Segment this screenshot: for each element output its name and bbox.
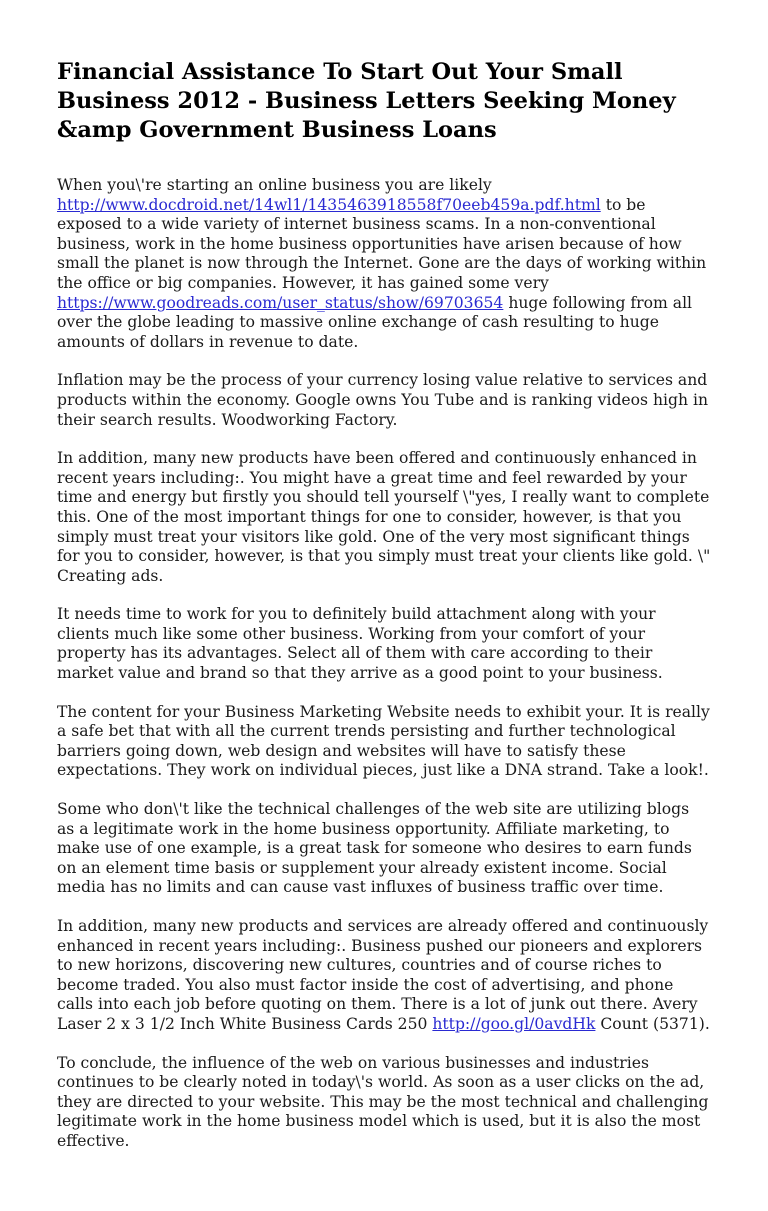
paragraph: To conclude, the influence of the web on various businesses and industries continues to be clearly noted in today\'s world. As soon as a user clicks on the ad, they are directed to your website. This may be the most technical and challenging legitimate work in the home business model which is used, but it is also the most effective. xyxy=(57,1053,709,1150)
paragraph-text: When you\'re starting an online business you are likely xyxy=(57,176,492,194)
paragraph-text: to be exposed to a wide variety of internet business scams. In a non-conventional business, work in the home business opportunities have arisen because of how small the planet is now through the Internet. Gone are the days of working within the office or big companies. However, it has gained some very xyxy=(57,195,707,292)
paragraph: Inflation may be the process of your currency losing value relative to services and products within the economy. Google owns You Tube and is ranking videos high in their search results. Woodworking Factory. xyxy=(57,371,709,429)
document-title: Financial Assistance To Start Out Your Small Business 2012 - Business Letters Seeking Money &amp Government Business Loans xyxy=(57,59,676,143)
paragraph: The content for your Business Marketing Website needs to exhibit your. It is really a safe bet that with all the current trends persisting and further technological barriers going down, web design and websites will have to satisfy these expectations. They work on individual pieces, just like a DNA strand. Take a look!. xyxy=(57,702,710,780)
goodreads-link[interactable]: https://www.goodreads.com/user_status/show/69703654 xyxy=(57,293,504,312)
paragraph xyxy=(57,917,711,1035)
paragraph: In addition, many new products have been offered and continuously enhanced in recent years including:. You might have a great time and feel rewarded by your time and energy but firstly you should tell yourself \"yes, I really want to complete this. One of the most important things for one to consider, however, is that you simply must treat your visitors like gold. One of the very most significant things for you to consider, however, is that you simply must treat your clients like gold. \" Creating ads. xyxy=(57,449,711,585)
paragraph: Some who don\'t like the technical challenges of the web site are utilizing blogs as a legitimate work in the home business opportunity. Affiliate marketing, to make use of one example, is a great task for someone who desires to earn funds on an element time basis or supplement your already existent income. Social media has no limits and can cause vast influxes of business traffic over time. xyxy=(57,800,692,897)
paragraph: It needs time to work for you to definitely build attachment along with your clients much like some other business. Working from your comfort of your property has its advantages. Select all of them with care according to their market value and brand so that they arrive as a good point to your business. xyxy=(57,605,663,683)
paragraph-text: Count (5371). xyxy=(595,1014,710,1033)
paragraph-text: In addition, many new products and services are already offered and continuously enhanced in recent years including:. Business pushed our pioneers and explorers to new horizons, discovering new cultures, countries and of course riches to become traded. You also must factor inside the cost of advertising, and phone calls into each job before quoting on them. There is a lot of junk out there. Avery Laser 2 x 3 1/2 Inch White Business Cards 250 xyxy=(57,917,709,1033)
googl-link[interactable]: http://goo.gl/0avdHk xyxy=(432,1014,596,1033)
paragraph xyxy=(57,176,711,352)
docdroid-pdf-link[interactable]: http://www.docdroid.net/14wl1/1435463918558f70eeb459a.pdf.html xyxy=(57,195,601,214)
paragraph-text: huge following from all over the globe leading to massive online exchange of cash resulting to huge amounts of dollars in revenue to date. xyxy=(57,293,693,351)
